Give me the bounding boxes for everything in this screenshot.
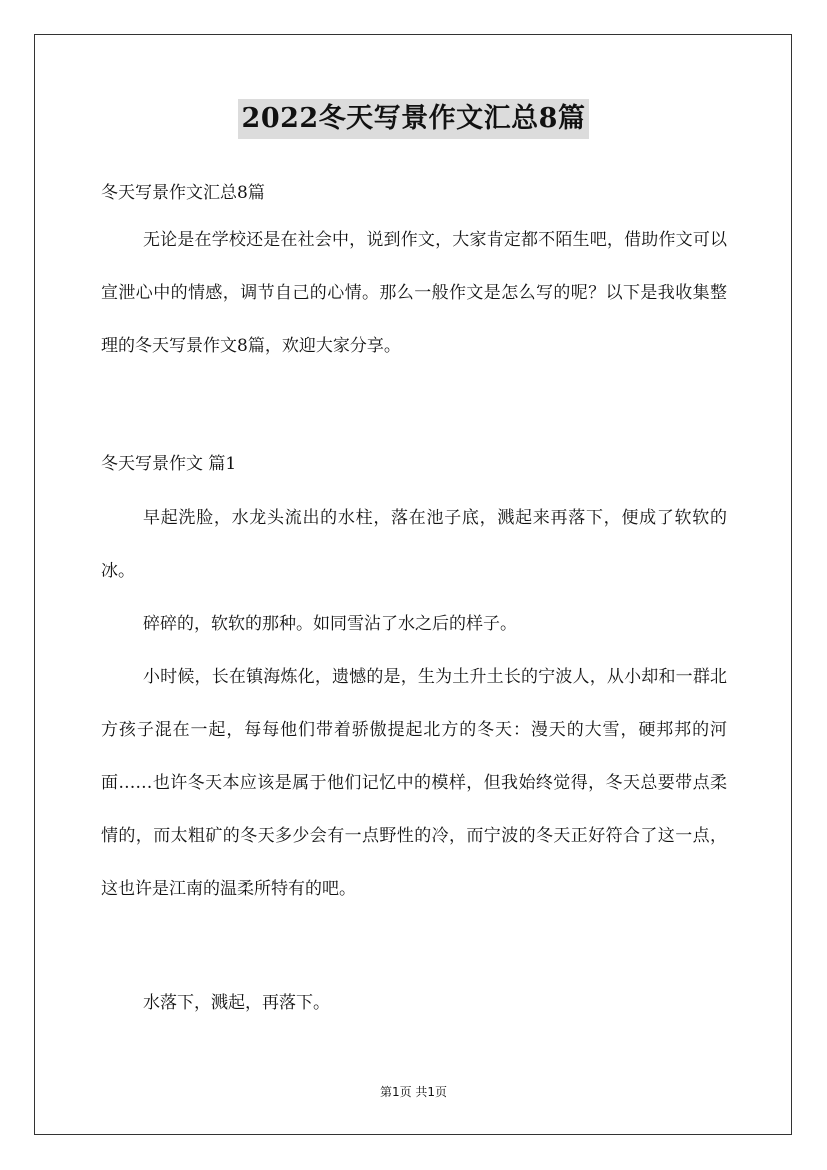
section-heading: 冬天写景作文 篇1: [101, 454, 237, 474]
body-paragraph-2: 碎碎的，软软的那种。如同雪沾了水之后的样子。: [143, 614, 517, 634]
intro-paragraph: 无论是在学校还是在社会中，说到作文，大家肯定都不陌生吧，借助作文可以宣泄心中的情感，调节自己的心情。那么一般作文是怎么写的呢？以下是我收集整理的冬天写景作文8篇，欢迎大家分享。: [101, 230, 727, 356]
body-paragraph-3: 小时候，长在镇海炼化，遗憾的是，生为土升土长的宁波人，从小却和一群北方孩子混在一起，每每他们带着骄傲提起北方的冬天：漫天的大雪，硬邦邦的河面……也许冬天本应该是属于他们记忆中的模样，但我始终觉得，冬天总要带点柔情的，而太粗矿的冬天多少会有一点野性的冷，而宁波的冬天正好符合了这一点，这也许是江南的温柔所特有的吧。: [101, 667, 727, 899]
title-container: [0, 99, 827, 139]
page-footer: 第1页 共1页: [379, 1085, 448, 1099]
document-subtitle: 冬天写景作文汇总8篇: [101, 183, 265, 203]
document-title: 2022冬天写景作文汇总8篇: [238, 99, 590, 139]
body-paragraph-4: 水落下，溅起，再落下。: [143, 993, 330, 1013]
body-paragraph-1: 早起洗脸，水龙头流出的水柱，落在池子底，溅起来再落下，便成了软软的冰。: [101, 508, 727, 581]
